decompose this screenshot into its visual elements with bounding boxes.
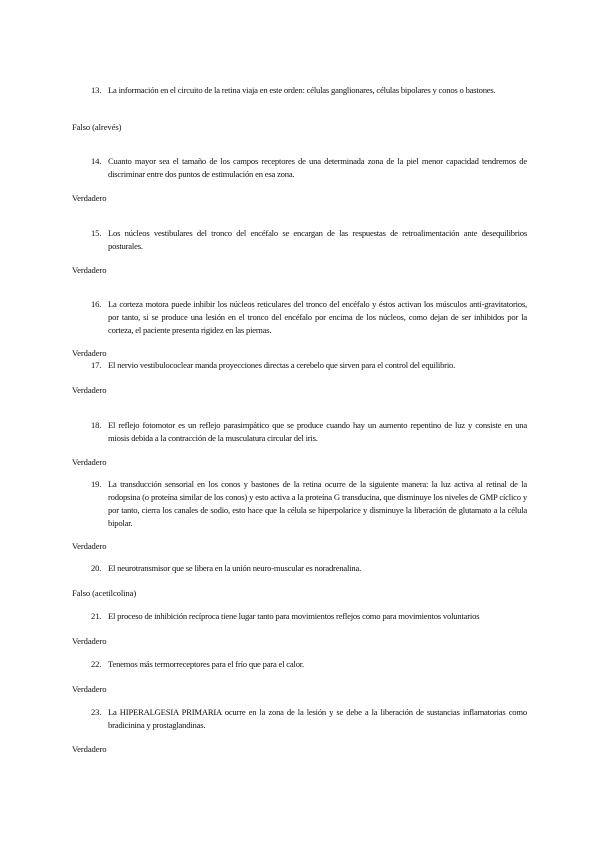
question-number: 22. <box>91 659 102 669</box>
answer-13: Falso (alrevés) <box>72 122 122 132</box>
question-text: Los núcleos vestibulares del tronco del encéfalo se encargan de las respuestas de retroalimentación ante desequilibrios posturales. <box>108 228 527 251</box>
question-18 <box>91 419 527 445</box>
question-number: 20. <box>91 563 102 573</box>
question-text: Cuanto mayor sea el tamaño de los campos receptores de una determinada zona de la piel menor capacidad tendremos de discriminar entre dos puntos de estimulación en esa zona. <box>108 156 527 179</box>
answer-20: Falso (acetilcolina) <box>72 588 137 598</box>
question-23 <box>91 706 527 732</box>
question-21 <box>91 610 527 623</box>
answer-21: Verdadero <box>72 636 107 646</box>
question-text: La HIPERALGESIA PRIMARIA ocurre en la zona de la lesión y se debe a la liberación de sustancias inflamatorias como bradicinina y prostaglandinas. <box>108 707 527 730</box>
question-number: 13. <box>91 85 102 95</box>
question-19 <box>91 478 527 530</box>
answer-22: Verdadero <box>72 684 107 694</box>
question-number: 23. <box>91 707 102 717</box>
question-14 <box>91 155 527 181</box>
answer-17: Verdadero <box>72 385 107 395</box>
question-number: 16. <box>91 299 102 309</box>
question-number: 21. <box>91 611 102 621</box>
question-text: El nervio vestibulococlear manda proyecciones directas a cerebelo que sirven para el control del equilibrio. <box>108 360 456 370</box>
question-text: La transducción sensorial en los conos y bastones de la retina ocurre de la siguiente manera: la luz activa al retinal de la rodopsina (o proteína similar de los conos) y esto activa a la proteína G transducina, que disminuye los niveles de GMP cíclico y por tanto, cierra los canales de sodio, esto hace que la célula se hiperpolarice y disminuye la liberación de glutamato a la célula bipolar. <box>108 479 527 528</box>
question-15 <box>91 227 527 253</box>
answer-23: Verdadero <box>72 744 107 754</box>
question-17 <box>91 359 527 372</box>
question-number: 19. <box>91 479 102 489</box>
question-text: Tenemos más termorreceptores para el frío que para el calor. <box>108 659 304 669</box>
question-22 <box>91 658 527 671</box>
question-text: El proceso de inhibición recíproca tiene lugar tanto para movimientos reflejos como para movimientos voluntarios <box>108 611 480 621</box>
answer-16: Verdadero <box>72 348 107 358</box>
answer-18: Verdadero <box>72 457 107 467</box>
question-20 <box>91 562 527 575</box>
answer-19: Verdadero <box>72 541 107 551</box>
answer-14: Verdadero <box>72 193 107 203</box>
question-text: El neurotransmisor que se libera en la unión neuro-muscular es noradrenalina. <box>108 563 362 573</box>
question-text: La información en el circuito de la retina viaja en este orden: células ganglionares, células bipolares y conos o bastones. <box>108 85 496 95</box>
question-number: 14. <box>91 156 102 166</box>
answer-15: Verdadero <box>72 265 107 275</box>
question-13 <box>91 84 527 97</box>
question-number: 18. <box>91 420 102 430</box>
question-number: 15. <box>91 228 102 238</box>
question-text: El reflejo fotomotor es un reflejo parasimpático que se produce cuando hay un aumento repentino de luz y consiste en una miosis debida a la contracción de la musculatura circular del iris. <box>108 420 527 443</box>
question-number: 17. <box>91 360 102 370</box>
question-16 <box>91 298 527 337</box>
question-text: La corteza motora puede inhibir los núcleos reticulares del tronco del encéfalo y éstos activan los músculos anti-gravitatorios, por tanto, si se produce una lesión en el tronco del encéfalo por encima de los núcleos, como dejan de ser inhibidos por la corteza, el paciente presenta rigidez en las piernas. <box>108 299 527 335</box>
